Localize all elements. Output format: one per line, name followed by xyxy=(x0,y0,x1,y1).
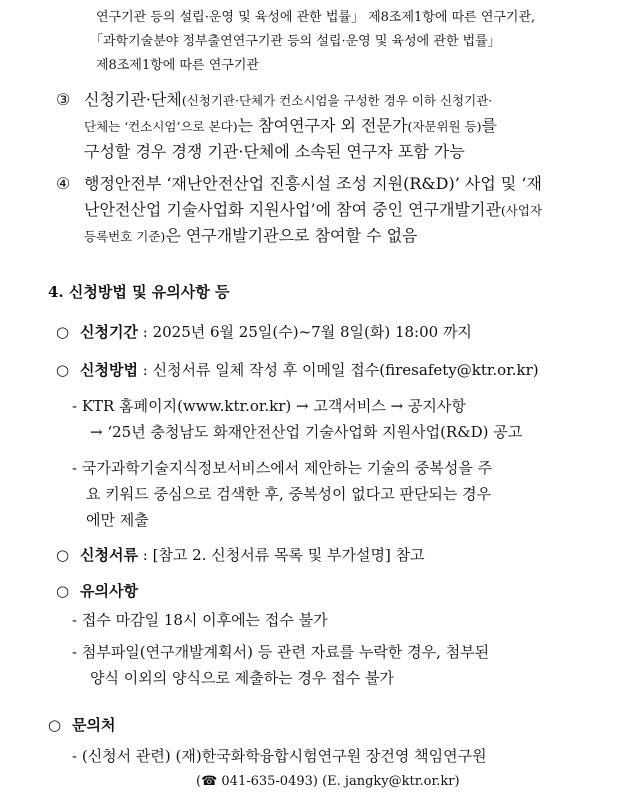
item4-line2-main: 난안전산업 기술사업화 지원사업’에 참여 중인 연구개발기관 xyxy=(84,200,501,219)
item3-marker: ③ xyxy=(56,90,71,109)
docs-label: 신청서류 xyxy=(80,546,138,564)
docs-bullet: ○ xyxy=(56,546,70,564)
contact-label: 문의처 xyxy=(72,716,116,734)
item3-line2-end: 를 xyxy=(481,116,498,135)
method-bullet: ○ xyxy=(56,361,70,379)
notes-item1: - 접수 마감일 18시 이후에는 접수 불가 xyxy=(72,611,328,629)
method-sub2-line2: 요 키워드 중심으로 검색한 후, 중복성이 없다고 판단되는 경우 xyxy=(86,485,492,503)
notes-item2-line1: - 첨부파일(연구개발계획서) 등 관련 자료를 누락한 경우, 첨부된 xyxy=(72,643,490,661)
notes-item2-line2: 양식 이외의 양식으로 제출하는 경우 접수 불가 xyxy=(90,669,394,687)
item2-cont-line3: 제8조제1항에 따른 연구기관 xyxy=(96,58,259,73)
method-row xyxy=(80,361,539,379)
item3-line2-main: 는 참여연구자 외 전문가 xyxy=(237,116,408,135)
item2-cont-line2: 「과학기술분야 정부출연연구기관 등의 설립·운영 및 육성에 관한 법률」 xyxy=(90,34,501,49)
method-sub1-line2: → ‘25년 충청남도 화재안전산업 기술사업화 지원사업(R&D) 공고 xyxy=(90,423,523,441)
section4-heading: 4. 신청방법 및 유의사항 등 xyxy=(48,283,230,301)
method-sub2-line3: 에만 제출 xyxy=(86,511,149,529)
period-label: 신청기간 xyxy=(80,323,138,341)
docs-row xyxy=(80,546,425,564)
item3-line1 xyxy=(84,90,492,109)
period-row xyxy=(80,323,472,341)
item3-line1-main: 신청기관·단체 xyxy=(84,90,182,109)
method-sub1-line1: - KTR 홈페이지(www.ktr.or.kr) → 고객서비스 → 공지사항 xyxy=(72,397,466,415)
item3-line1-note: (신청기관·단체가 컨소시엄을 구성한 경우 이하 신청기관· xyxy=(181,93,493,108)
item4-line2-note: (사업자 xyxy=(500,203,543,218)
period-text: : 2025년 6월 25일(수)~7월 8일(화) 18:00 까지 xyxy=(142,323,472,341)
period-bullet: ○ xyxy=(56,323,70,341)
contact-line1: - (신청서 관련) (재)한국화학융합시험연구원 장건영 책임연구원 xyxy=(72,747,487,765)
notes-bullet: ○ xyxy=(56,582,70,600)
method-sub2-line1: - 국가과학기술지식정보서비스에서 제안하는 기술의 중복성을 주 xyxy=(72,459,493,477)
method-text: : 신청서류 일체 작성 후 이메일 접수(firesafety@ktr.or.kr) xyxy=(142,361,539,379)
item4-line2 xyxy=(84,200,542,219)
item3-line3: 구성할 경우 경쟁 기관·단체에 소속된 연구자 포함 가능 xyxy=(84,142,465,161)
item4-line1: 행정안전부 ‘재난안전산업 진흥시설 조성 지원(R&D)’ 사업 및 ‘재 xyxy=(84,174,542,193)
contact-line2: (☎ 041-635-0493) (E. jangky@ktr.or.kr) xyxy=(196,774,460,789)
item3-line2-note: 단체는 ‘컨소시엄’으로 본다) xyxy=(84,119,238,134)
notes-label: 유의사항 xyxy=(80,582,138,600)
item4-line3 xyxy=(84,226,418,245)
item4-marker: ④ xyxy=(56,174,71,193)
contact-bullet: ○ xyxy=(48,716,62,734)
method-label: 신청방법 xyxy=(80,361,138,379)
docs-text: : [참고 2. 신청서류 목록 및 부가설명] 참고 xyxy=(142,546,425,564)
item4-line3-note: 등록번호 기준) xyxy=(84,229,166,244)
item2-cont-line1: 연구기관 등의 설립·운영 및 육성에 관한 법률」 제8조제1항에 따른 연구기관, xyxy=(96,10,536,25)
item4-line3-main: 은 연구개발기관으로 참여할 수 없음 xyxy=(165,226,418,245)
item3-line2-note2: (자문위원 등) xyxy=(407,119,482,134)
item3-line2 xyxy=(84,116,497,135)
